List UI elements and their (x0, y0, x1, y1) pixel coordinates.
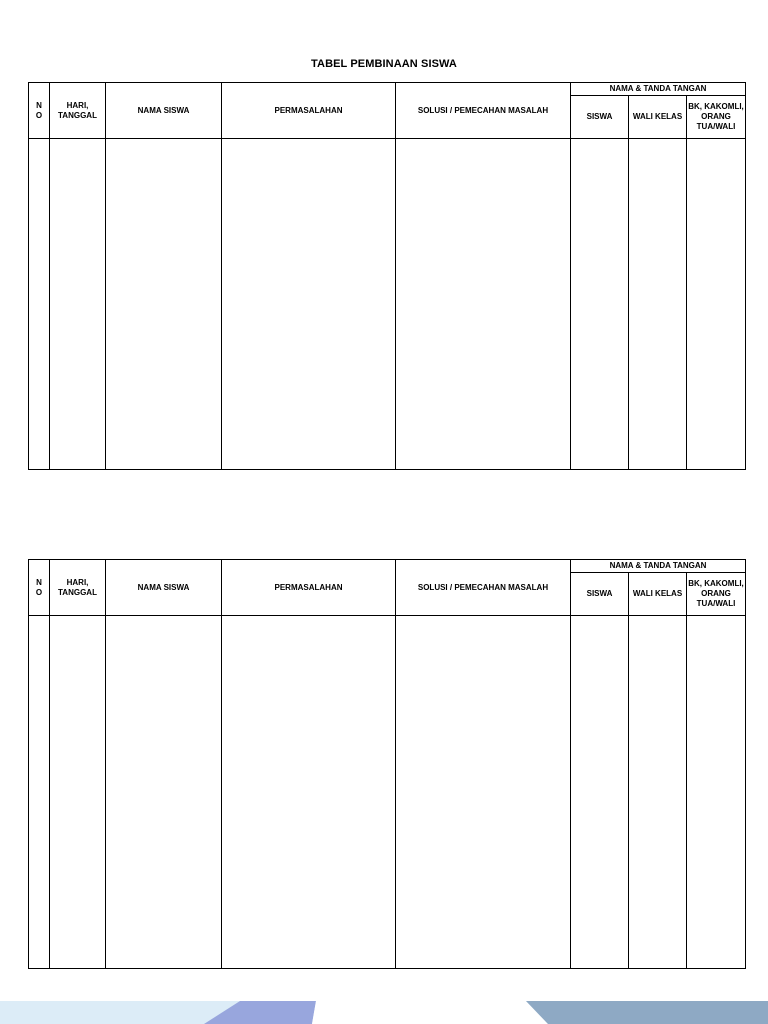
footer-shape-white (312, 1001, 548, 1024)
table-body-row (29, 139, 746, 470)
header-solution: SOLUSI / PEMECAHAN MASALAH (396, 83, 571, 139)
header-sig-other: BK, KAKOMLI, ORANG TUA/WALI (687, 573, 746, 616)
guidance-table-1 (28, 82, 746, 470)
header-problem: PERMASALAHAN (222, 560, 396, 616)
cell-solution[interactable] (396, 616, 571, 969)
cell-no[interactable] (29, 139, 50, 470)
header-signature-group: NAMA & TANDA TANGAN (571, 83, 746, 96)
cell-student-name[interactable] (106, 616, 222, 969)
cell-date[interactable] (50, 616, 106, 969)
cell-sig-homeroom[interactable] (629, 139, 687, 470)
cell-problem[interactable] (222, 139, 396, 470)
header-sig-other: BK, KAKOMLI, ORANG TUA/WALI (687, 96, 746, 139)
header-row (29, 560, 746, 573)
header-sig-student: SISWA (571, 573, 629, 616)
header-date: HARI, TANGGAL (50, 560, 106, 616)
header-row (29, 83, 746, 96)
cell-sig-student[interactable] (571, 139, 629, 470)
cell-sig-other[interactable] (687, 139, 746, 470)
guidance-table-2 (28, 559, 746, 969)
header-solution: SOLUSI / PEMECAHAN MASALAH (396, 560, 571, 616)
cell-sig-student[interactable] (571, 616, 629, 969)
header-student-name: NAMA SISWA (106, 560, 222, 616)
header-no: N O (29, 83, 50, 139)
document-title: TABEL PEMBINAAN SISWA (311, 58, 457, 70)
cell-problem[interactable] (222, 616, 396, 969)
cell-no[interactable] (29, 616, 50, 969)
footer-shape-steel (526, 1001, 768, 1024)
header-sig-student: SISWA (571, 96, 629, 139)
cell-sig-homeroom[interactable] (629, 616, 687, 969)
header-no: N O (29, 560, 50, 616)
header-signature-group: NAMA & TANDA TANGAN (571, 560, 746, 573)
table-body-row (29, 616, 746, 969)
cell-date[interactable] (50, 139, 106, 470)
cell-solution[interactable] (396, 139, 571, 470)
header-sig-homeroom: WALI KELAS (629, 573, 687, 616)
header-sig-homeroom: WALI KELAS (629, 96, 687, 139)
cell-sig-other[interactable] (687, 616, 746, 969)
footer-decoration (0, 1001, 768, 1024)
header-problem: PERMASALAHAN (222, 83, 396, 139)
header-date: HARI, TANGGAL (50, 83, 106, 139)
cell-student-name[interactable] (106, 139, 222, 470)
header-student-name: NAMA SISWA (106, 83, 222, 139)
